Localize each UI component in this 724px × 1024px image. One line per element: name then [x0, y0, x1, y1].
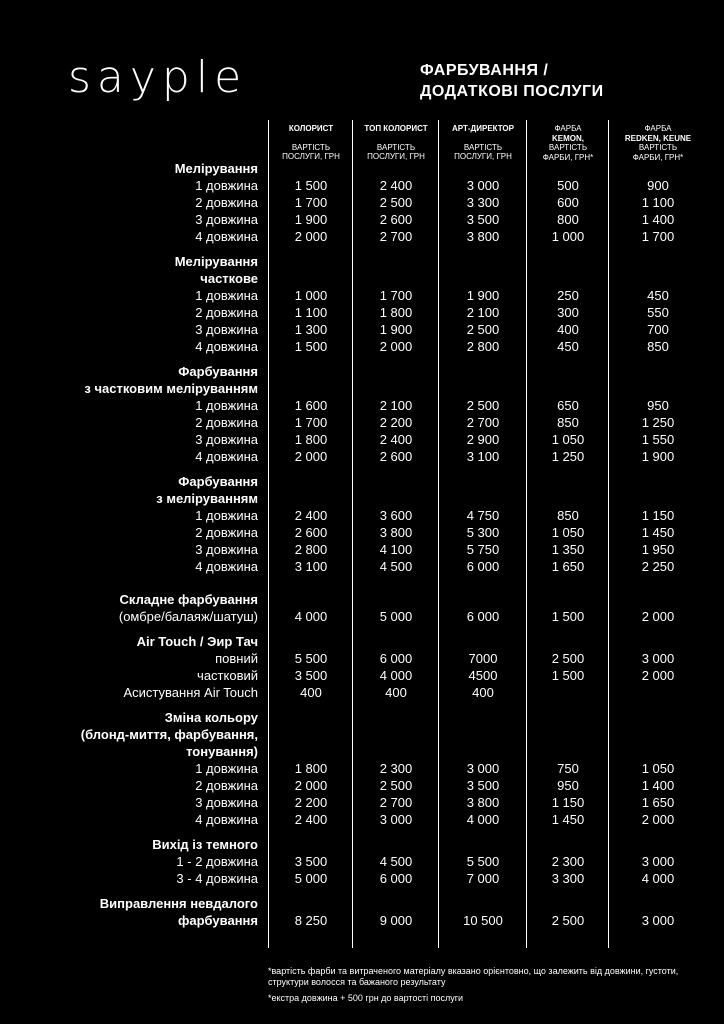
page-title-line1: ФАРБУВАННЯ /: [420, 62, 549, 79]
price-cell: 6 000: [379, 871, 413, 886]
price-cell: 1 650: [641, 795, 675, 810]
price-cell: 2 500: [466, 398, 500, 413]
row-label: 3 довжина: [195, 432, 258, 447]
price-cell: 5 300: [466, 525, 500, 540]
row-label: Асистування Air Touch: [123, 685, 258, 700]
column-divider: [352, 120, 353, 948]
price-cell: 2 800: [294, 542, 328, 557]
price-cell: 1 100: [641, 195, 675, 210]
page-title-line2: ДОДАТКОВІ ПОСЛУГИ: [420, 83, 604, 100]
price-cell: 1 450: [551, 812, 585, 827]
price-cell: 4 500: [379, 559, 413, 574]
column-header-name: КОЛОРИСТ: [288, 124, 334, 133]
price-cell: 3 500: [294, 668, 328, 683]
price-cell: 1 350: [551, 542, 585, 557]
price-cell: 1 500: [551, 609, 585, 624]
row-label: повний: [215, 651, 258, 666]
price-cell: 3 800: [466, 795, 500, 810]
column-header-sub: ВАРТІСТЬ ФАРБИ, ГРН*: [542, 143, 594, 162]
column-divider: [608, 120, 609, 948]
price-cell: 4 000: [379, 668, 413, 683]
price-cell: 1 050: [551, 525, 585, 540]
price-cell: 1 050: [641, 761, 675, 776]
row-label: 3 довжина: [195, 542, 258, 557]
row-label: 2 довжина: [195, 415, 258, 430]
price-cell: 750: [557, 761, 579, 776]
price-cell: 800: [557, 212, 579, 227]
price-cell: 450: [557, 339, 579, 354]
price-cell: 2 500: [551, 913, 585, 928]
price-cell: 1 700: [294, 415, 328, 430]
price-cell: 1 500: [294, 178, 328, 193]
column-header-name: ФАРБА: [644, 124, 672, 133]
price-cell: 1 900: [379, 322, 413, 337]
row-label: 2 довжина: [195, 195, 258, 210]
price-cell: 400: [557, 322, 579, 337]
price-cell: 3 500: [466, 212, 500, 227]
price-cell: 2 800: [466, 339, 500, 354]
price-cell: 4 100: [379, 542, 413, 557]
price-cell: 650: [557, 398, 579, 413]
column-divider: [268, 120, 269, 948]
section-title: Air Touch / Эир Тач: [136, 634, 258, 649]
price-cell: 2 000: [641, 668, 675, 683]
section-title: Фарбування: [178, 474, 258, 489]
price-cell: 1 700: [641, 229, 675, 244]
price-cell: 2 700: [379, 229, 413, 244]
price-cell: 1 600: [294, 398, 328, 413]
column-header-sub: ВАРТІСТЬ ПОСЛУГИ, ГРН: [282, 142, 340, 161]
section-title: з меліруванням: [156, 491, 258, 506]
price-cell: 3 500: [466, 778, 500, 793]
price-cell: 700: [647, 322, 669, 337]
price-cell: 300: [557, 305, 579, 320]
price-cell: 3 800: [379, 525, 413, 540]
price-cell: 2 000: [641, 812, 675, 827]
price-cell: 1 500: [551, 668, 585, 683]
price-cell: 950: [557, 778, 579, 793]
column-header-brand: REDKEN, KEUNE: [624, 133, 692, 143]
price-cell: 4 000: [641, 871, 675, 886]
price-cell: 5 750: [466, 542, 500, 557]
section-title: з частковим меліруванням: [84, 381, 258, 396]
price-cell: 950: [647, 398, 669, 413]
column-divider: [526, 120, 527, 948]
price-cell: 1 300: [294, 322, 328, 337]
price-cell: 1 000: [551, 229, 585, 244]
price-cell: 900: [647, 178, 669, 193]
price-cell: 9 000: [379, 913, 413, 928]
price-cell: 500: [557, 178, 579, 193]
price-cell: 6 000: [379, 651, 413, 666]
price-cell: 2 500: [551, 651, 585, 666]
price-cell: 5 500: [466, 854, 500, 869]
price-cell: 7000: [468, 651, 498, 666]
row-label: 2 довжина: [195, 525, 258, 540]
section-title: Мелірування: [174, 254, 258, 269]
row-label: 1 довжина: [195, 508, 258, 523]
price-cell: 2 400: [379, 178, 413, 193]
price-cell: 2 600: [379, 449, 413, 464]
price-cell: 1 950: [641, 542, 675, 557]
price-cell: 400: [472, 685, 494, 700]
row-label: 1 довжина: [195, 761, 258, 776]
price-cell: 4 500: [379, 854, 413, 869]
price-cell: 2 000: [379, 339, 413, 354]
price-cell: 2 200: [379, 415, 413, 430]
price-cell: 2 000: [294, 229, 328, 244]
price-cell: 3 000: [466, 761, 500, 776]
column-header: [270, 124, 352, 162]
price-cell: 2 500: [466, 322, 500, 337]
price-cell: 8 250: [294, 913, 328, 928]
price-cell: 2 300: [379, 761, 413, 776]
price-cell: 1 400: [641, 212, 675, 227]
row-label: 4 довжина: [195, 559, 258, 574]
price-cell: 1 800: [294, 432, 328, 447]
row-label: (омбре/балаяж/шатуш): [118, 609, 258, 624]
section-title: Фарбування: [178, 364, 258, 379]
column-header: [440, 124, 526, 162]
price-cell: 1 700: [294, 195, 328, 210]
price-cell: 5 500: [294, 651, 328, 666]
price-cell: 10 500: [463, 913, 503, 928]
price-cell: 250: [557, 288, 579, 303]
column-header: [610, 124, 706, 162]
row-label: 3 довжина: [195, 795, 258, 810]
price-cell: 850: [557, 508, 579, 523]
price-cell: 1 550: [641, 432, 675, 447]
price-cell: 2 250: [641, 559, 675, 574]
price-cell: 5 000: [379, 609, 413, 624]
price-cell: 2 000: [294, 778, 328, 793]
price-cell: 2 900: [466, 432, 500, 447]
column-header-name: ФАРБА: [554, 124, 582, 133]
section-title: Складне фарбування: [119, 592, 258, 607]
price-cell: 4 000: [294, 609, 328, 624]
price-cell: 2 600: [294, 525, 328, 540]
column-header-sub: ВАРТІСТЬ ФАРБИ, ГРН*: [632, 143, 684, 162]
price-cell: 2 100: [379, 398, 413, 413]
price-cell: 2 600: [379, 212, 413, 227]
price-cell: 2 500: [379, 195, 413, 210]
row-label: 4 довжина: [195, 449, 258, 464]
footnote-paint-cost: *вартість фарби та витраченого матеріалу вказано орієнтовно, що залежить від довжини, густоти, структури волосся та бажаного результату: [268, 966, 679, 987]
price-cell: 6 000: [466, 559, 500, 574]
row-label: 4 довжина: [195, 229, 258, 244]
column-header-name: ТОП КОЛОРИСТ: [364, 124, 428, 133]
section-title: Виправлення невдалого: [99, 896, 258, 911]
column-header: [528, 124, 608, 162]
price-cell: 1 250: [641, 415, 675, 430]
column-header-sub: ВАРТІСТЬ ПОСЛУГИ, ГРН: [367, 142, 425, 161]
price-cell: 3 500: [294, 854, 328, 869]
row-label: частковий: [197, 668, 258, 683]
column-divider: [438, 120, 439, 948]
column-header: [354, 124, 438, 162]
brand-logo: sayple: [68, 52, 248, 103]
price-cell: 550: [647, 305, 669, 320]
price-cell: 2 700: [466, 415, 500, 430]
row-label: 2 довжина: [195, 305, 258, 320]
price-cell: 1 900: [466, 288, 500, 303]
section-title: тонування): [186, 744, 258, 759]
price-cell: 3 000: [466, 178, 500, 193]
price-cell: 4 000: [466, 812, 500, 827]
price-cell: 2 000: [294, 449, 328, 464]
price-cell: 2 500: [379, 778, 413, 793]
price-cell: 3 100: [466, 449, 500, 464]
price-cell: 3 300: [551, 871, 585, 886]
price-cell: 450: [647, 288, 669, 303]
price-cell: 3 600: [379, 508, 413, 523]
row-label: 2 довжина: [195, 778, 258, 793]
column-header-sub: ВАРТІСТЬ ПОСЛУГИ, ГРН: [454, 142, 512, 161]
section-title: (блонд-миття, фарбування,: [80, 727, 258, 742]
price-cell: 600: [557, 195, 579, 210]
price-cell: 3 300: [466, 195, 500, 210]
price-cell: 1 800: [294, 761, 328, 776]
price-cell: 850: [557, 415, 579, 430]
row-label: 1 довжина: [195, 178, 258, 193]
price-cell: 7 000: [466, 871, 500, 886]
footnote-extra-length: *екстра довжина + 500 грн до вартості послуги: [268, 993, 464, 1003]
row-label: 4 довжина: [195, 339, 258, 354]
price-cell: 1 000: [294, 288, 328, 303]
price-cell: 1 700: [379, 288, 413, 303]
price-cell: 2 400: [379, 432, 413, 447]
row-label: 1 довжина: [195, 398, 258, 413]
price-cell: 400: [385, 685, 407, 700]
row-label: 4 довжина: [195, 812, 258, 827]
price-cell: 1 050: [551, 432, 585, 447]
price-cell: 1 450: [641, 525, 675, 540]
section-title: Вихід із темного: [152, 837, 258, 852]
price-cell: 1 500: [294, 339, 328, 354]
section-title: фарбування: [178, 913, 258, 928]
price-cell: 2 400: [294, 508, 328, 523]
price-cell: 2 300: [551, 854, 585, 869]
price-cell: 1 650: [551, 559, 585, 574]
section-title: Зміна кольору: [164, 710, 258, 725]
price-cell: 6 000: [466, 609, 500, 624]
column-header-brand: KEMON,: [552, 133, 584, 143]
price-cell: 2 700: [379, 795, 413, 810]
price-cell: 1 150: [551, 795, 585, 810]
column-header-name: АРТ-ДИРЕКТОР: [451, 124, 514, 133]
price-cell: 3 800: [466, 229, 500, 244]
price-cell: 4500: [468, 668, 498, 683]
price-cell: 1 100: [294, 305, 328, 320]
row-label: 1 довжина: [195, 288, 258, 303]
price-cell: 2 000: [641, 609, 675, 624]
section-title: Мелірування: [174, 161, 258, 176]
price-cell: 1 900: [294, 212, 328, 227]
price-cell: 3 000: [641, 854, 675, 869]
row-label: 3 довжина: [195, 322, 258, 337]
price-cell: 5 000: [294, 871, 328, 886]
price-cell: 1 900: [641, 449, 675, 464]
price-cell: 1 250: [551, 449, 585, 464]
price-cell: 3 100: [294, 559, 328, 574]
price-cell: 400: [300, 685, 322, 700]
price-cell: 2 100: [466, 305, 500, 320]
price-cell: 2 200: [294, 795, 328, 810]
price-cell: 850: [647, 339, 669, 354]
row-label: 3 довжина: [195, 212, 258, 227]
price-cell: 2 400: [294, 812, 328, 827]
price-cell: 3 000: [641, 651, 675, 666]
price-cell: 1 400: [641, 778, 675, 793]
price-cell: 3 000: [379, 812, 413, 827]
price-cell: 1 800: [379, 305, 413, 320]
row-label: 1 - 2 довжина: [176, 854, 258, 869]
section-title: часткове: [200, 271, 258, 286]
price-cell: 4 750: [466, 508, 500, 523]
price-cell: 3 000: [641, 913, 675, 928]
page-title: [420, 60, 604, 102]
price-cell: 1 150: [641, 508, 675, 523]
row-label: 3 - 4 довжина: [176, 871, 258, 886]
